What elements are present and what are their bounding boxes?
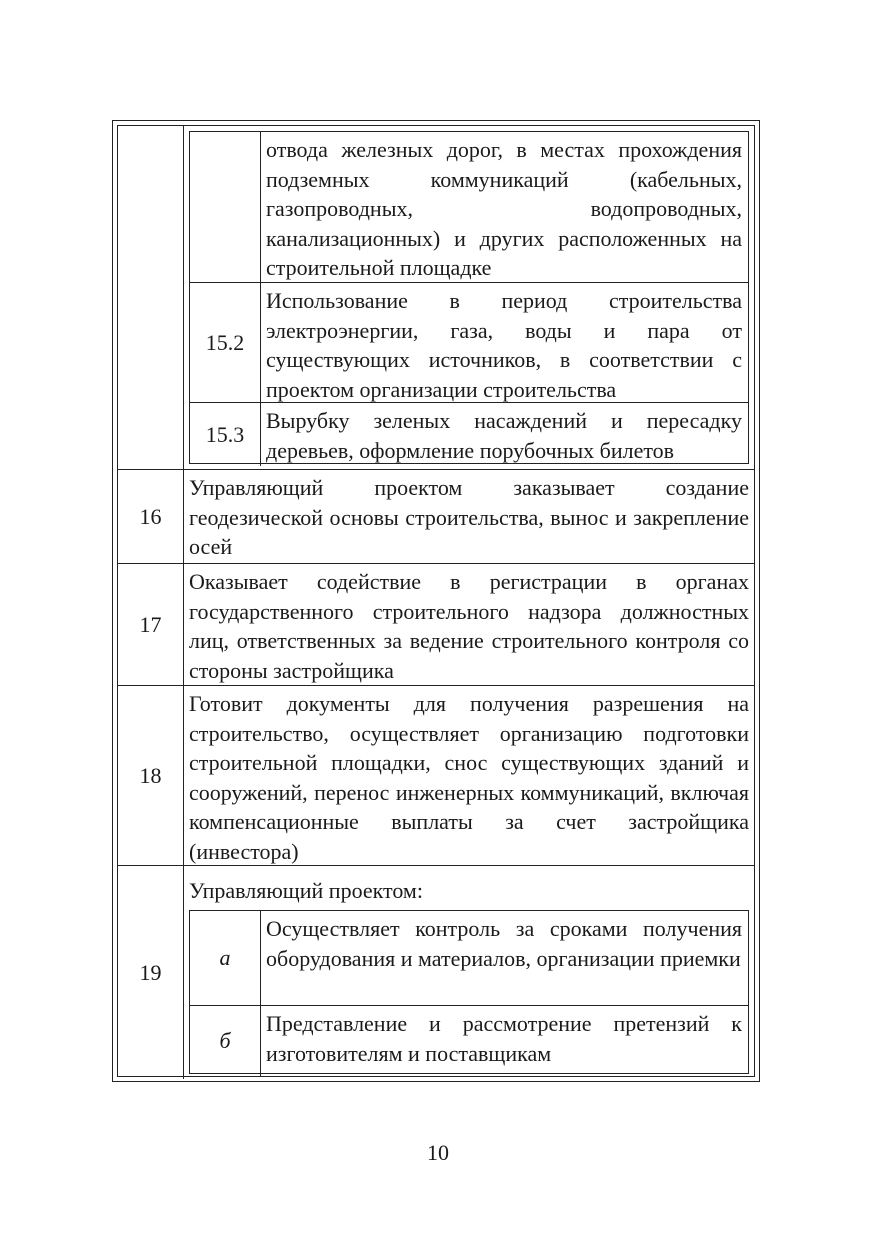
subtable-15 [189, 131, 749, 464]
row-number: 16 [118, 470, 184, 564]
table-row-17 [118, 563, 754, 686]
subrow-15-cont [190, 132, 748, 282]
row-body [184, 564, 754, 686]
subrow-number-cell [190, 132, 261, 282]
row-text: Управляющий проектом заказывает создание геодезической основы строительства, вынос и закрепление осей [189, 475, 749, 559]
document-table [117, 125, 755, 1077]
row-intro-text: Управляющий проектом: [189, 878, 423, 903]
subrow-letter: б [190, 1006, 261, 1076]
page-number: 10 [427, 1140, 449, 1165]
row-body [184, 686, 754, 866]
subrow-19-b [190, 1005, 748, 1076]
document-table-frame [112, 120, 760, 1082]
table-row-18 [118, 685, 754, 866]
row-body [184, 126, 754, 469]
subrow-text: отвода железных дорог, в местах прохождения подземных коммуникаций (кабельных, газопроводных, водопроводных, канализационных) и других расположенных на строительной площадке [266, 137, 742, 280]
table-row-15 [118, 126, 754, 469]
row-number: 18 [118, 686, 184, 866]
row-body [184, 470, 754, 564]
row-number: 19 [118, 866, 184, 1079]
table-row-16 [118, 469, 754, 564]
subrow-text: Осуществляет контроль за сроками получения оборудования и материалов, организации приемки [266, 916, 742, 971]
subrow-letter: а [190, 911, 261, 1005]
subrow-text: Представление и рассмотрение претензий к изготовителям и поставщикам [266, 1011, 742, 1066]
row-body [184, 866, 754, 1079]
subrow-text: Вырубку зеленых насаждений и пересадку деревьев, оформление порубочных билетов [266, 408, 742, 463]
row-number: 17 [118, 564, 184, 686]
subrow-number: 15.3 [190, 403, 261, 466]
subtable-19 [189, 910, 749, 1074]
subrow-15-2 [190, 282, 748, 403]
row-text: Оказывает содействие в регистрации в органах государственного строительного надзора должностных лиц, ответственных за ведение строительного контроля со стороны застройщика [189, 569, 749, 683]
row-number-cell [118, 126, 184, 469]
subrow-15-3 [190, 402, 748, 466]
subrow-text: Использование в период строительства электроэнергии, газа, воды и пара от существующих источников, в соответствии с проектом организации строительства [266, 288, 742, 402]
subrow-19-a [190, 911, 748, 1005]
subrow-number: 15.2 [190, 283, 261, 403]
table-row-19 [118, 865, 754, 1079]
row-text: Готовит документы для получения разрешения на строительство, осуществляет организацию подготовки строительной площадки, снос существующих зданий и сооружений, перенос инженерных коммуникаций, включая компенсационные выплаты за счет застройщика (инвестора) [189, 691, 749, 864]
